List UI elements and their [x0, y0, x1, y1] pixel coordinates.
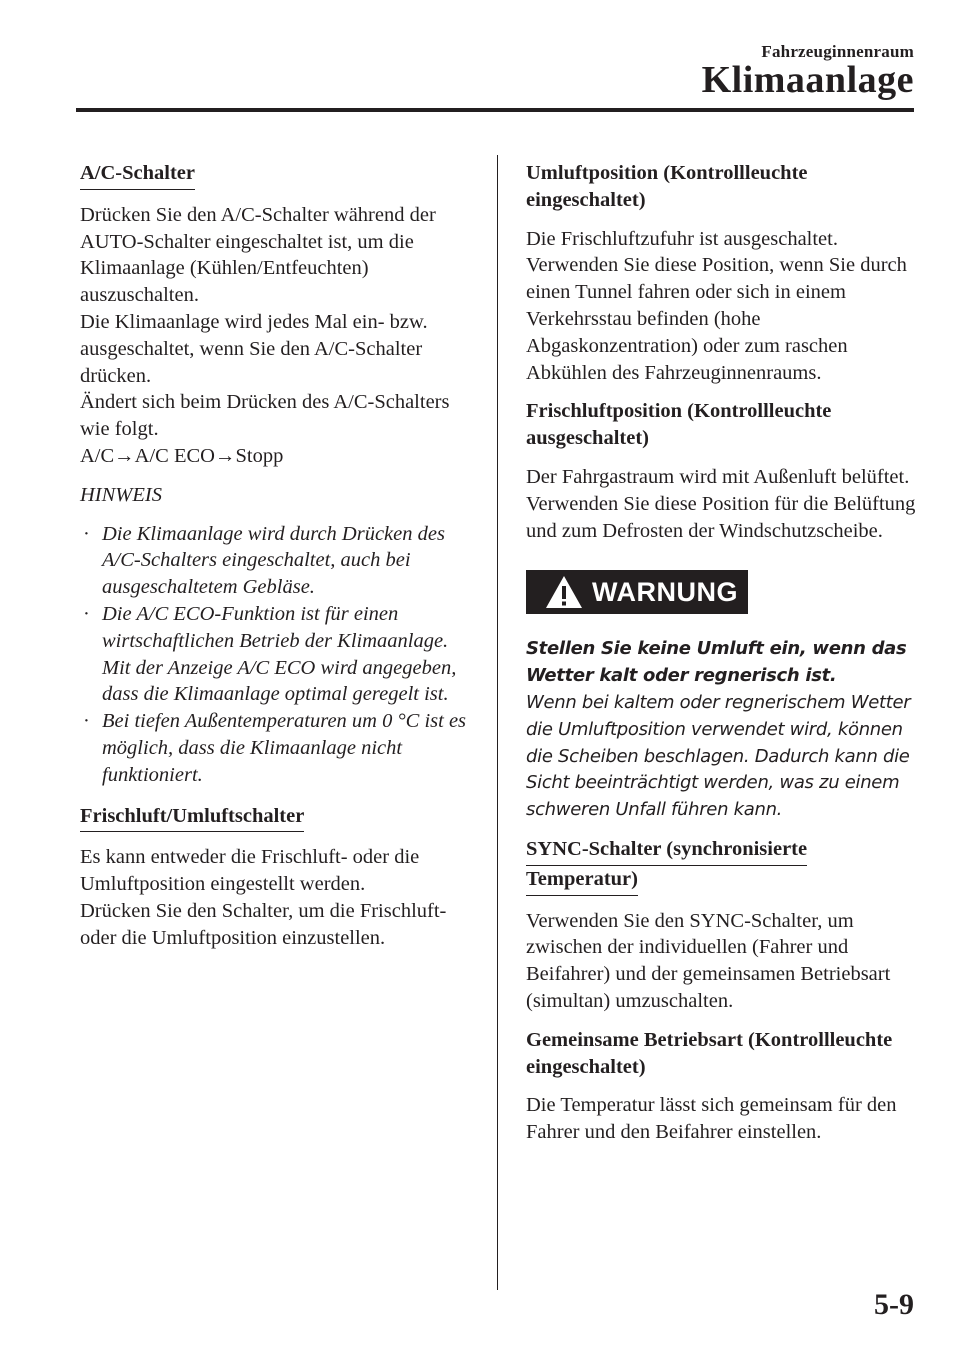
ac-switch-heading: A/C-Schalter [80, 160, 195, 190]
sync-heading-line-1: SYNC-Schalter (synchronisierte [526, 836, 807, 866]
ac-switch-paragraph-2: Die Klimaanlage wird jedes Mal ein- bzw. ausgeschaltet, wenn Sie den A/C-Schalter drücken. [80, 310, 428, 387]
warning-label-box [526, 570, 748, 614]
ac-switch-paragraph-3: Ändert sich beim Drücken des A/C-Schalters wie folgt. [80, 391, 450, 441]
warning-label: WARNUNG [592, 576, 738, 607]
sync-switch-heading [526, 836, 918, 896]
ac-switch-paragraph-1: Drücken Sie den A/C-Schalter während der AUTO-Schalter eingeschaltet ist, um die Klimaanlage (Kühlen/Entfeuchten) auszuschalten. [80, 203, 436, 307]
right-column [526, 160, 918, 1158]
note-text: Die Klimaanlage wird durch Drücken des A/C-Schalters eingeschaltet, auch bei ausgeschaltetem Gebläse. [102, 522, 445, 599]
note-list [80, 521, 475, 789]
fresh-recirc-switch-heading: Frischluft/Umluftschalter [80, 803, 304, 833]
fresh-recirc-paragraph-1: Es kann entweder die Frischluft- oder die Umluftposition eingestellt werden. [80, 846, 420, 896]
common-mode-paragraph: Die Temperatur lässt sich gemeinsam für den Fahrer und den Beifahrer einstellen. [526, 1094, 897, 1144]
recirculation-heading: Umluftposition (Kontrollleuchte eingeschaltet) [526, 162, 808, 211]
header-rule [76, 108, 914, 112]
recirculation-paragraph: Die Frischluftzufuhr ist ausgeschaltet. Verwenden Sie diese Position, wenn Sie durch einen Tunnel fahren oder sich in einem Verkehrsstau befinden (hohe Abgaskonzentration) oder zum raschen Abkühlen des Fahrzeuginnenraums. [526, 227, 907, 384]
fresh-air-paragraph: Der Fahrgastraum wird mit Außenluft belüftet. Verwenden Sie diese Position für die Belüftung und zum Defrosten der Windschutzscheibe. [526, 465, 916, 542]
common-mode-heading: Gemeinsame Betriebsart (Kontrollleuchte eingeschaltet) [526, 1028, 893, 1078]
note-item [80, 708, 475, 788]
page-number: 5-9 [874, 1288, 914, 1321]
note-item [80, 521, 475, 601]
fresh-air-heading: Frischluftposition (Kontrollleuchte ausgeschaltet) [526, 400, 832, 450]
warning-body-text: Wenn bei kaltem oder regnerischem Wetter die Umluftposition verwendet wird, können die Scheiben beschlagen. Dadurch kann die Sicht beeinträchtigt werden, was zu einem schweren Unfall führen kann. [526, 691, 911, 821]
bullet-icon: · [83, 710, 90, 733]
note-text: Bei tiefen Außentemperaturen um 0 °C ist es möglich, dass die Klimaanlage nicht funktioniert. [102, 710, 467, 786]
note-item [80, 601, 475, 708]
warning-triangle-icon [544, 574, 584, 610]
sync-heading-line-2: Temperatur) [526, 866, 638, 896]
header-section-label: Fahrzeuginnenraum [761, 42, 914, 61]
page-title: Klimaanlage [701, 59, 914, 101]
left-column [80, 160, 475, 964]
ac-switch-sequence: A/C→A/C ECO→Stopp [80, 444, 284, 467]
warning-bold-text: Stellen Sie keine Umluft ein, wenn das Wetter kalt oder regnerisch ist. [526, 638, 907, 687]
sync-paragraph: Verwenden Sie den SYNC-Schalter, um zwischen der individuellen (Fahrer und Beifahrer) und der gemeinsamen Betriebsart (simultan) umzuschalten. [526, 909, 891, 1012]
note-title: HINWEIS [80, 483, 162, 506]
note-text: Die A/C ECO-Funktion ist für einen wirtschaftlichen Betrieb der Klimaanlage. Mit der Anzeige A/C ECO wird angegeben, dass die Klimaanlage optimal geregelt ist. [102, 602, 457, 706]
fresh-recirc-paragraph-2: Drücken Sie den Schalter, um die Frischluft- oder die Umluftposition einzustellen. [80, 899, 447, 949]
column-divider [497, 155, 498, 1290]
bullet-icon: · [83, 602, 90, 625]
bullet-icon: · [83, 522, 90, 545]
